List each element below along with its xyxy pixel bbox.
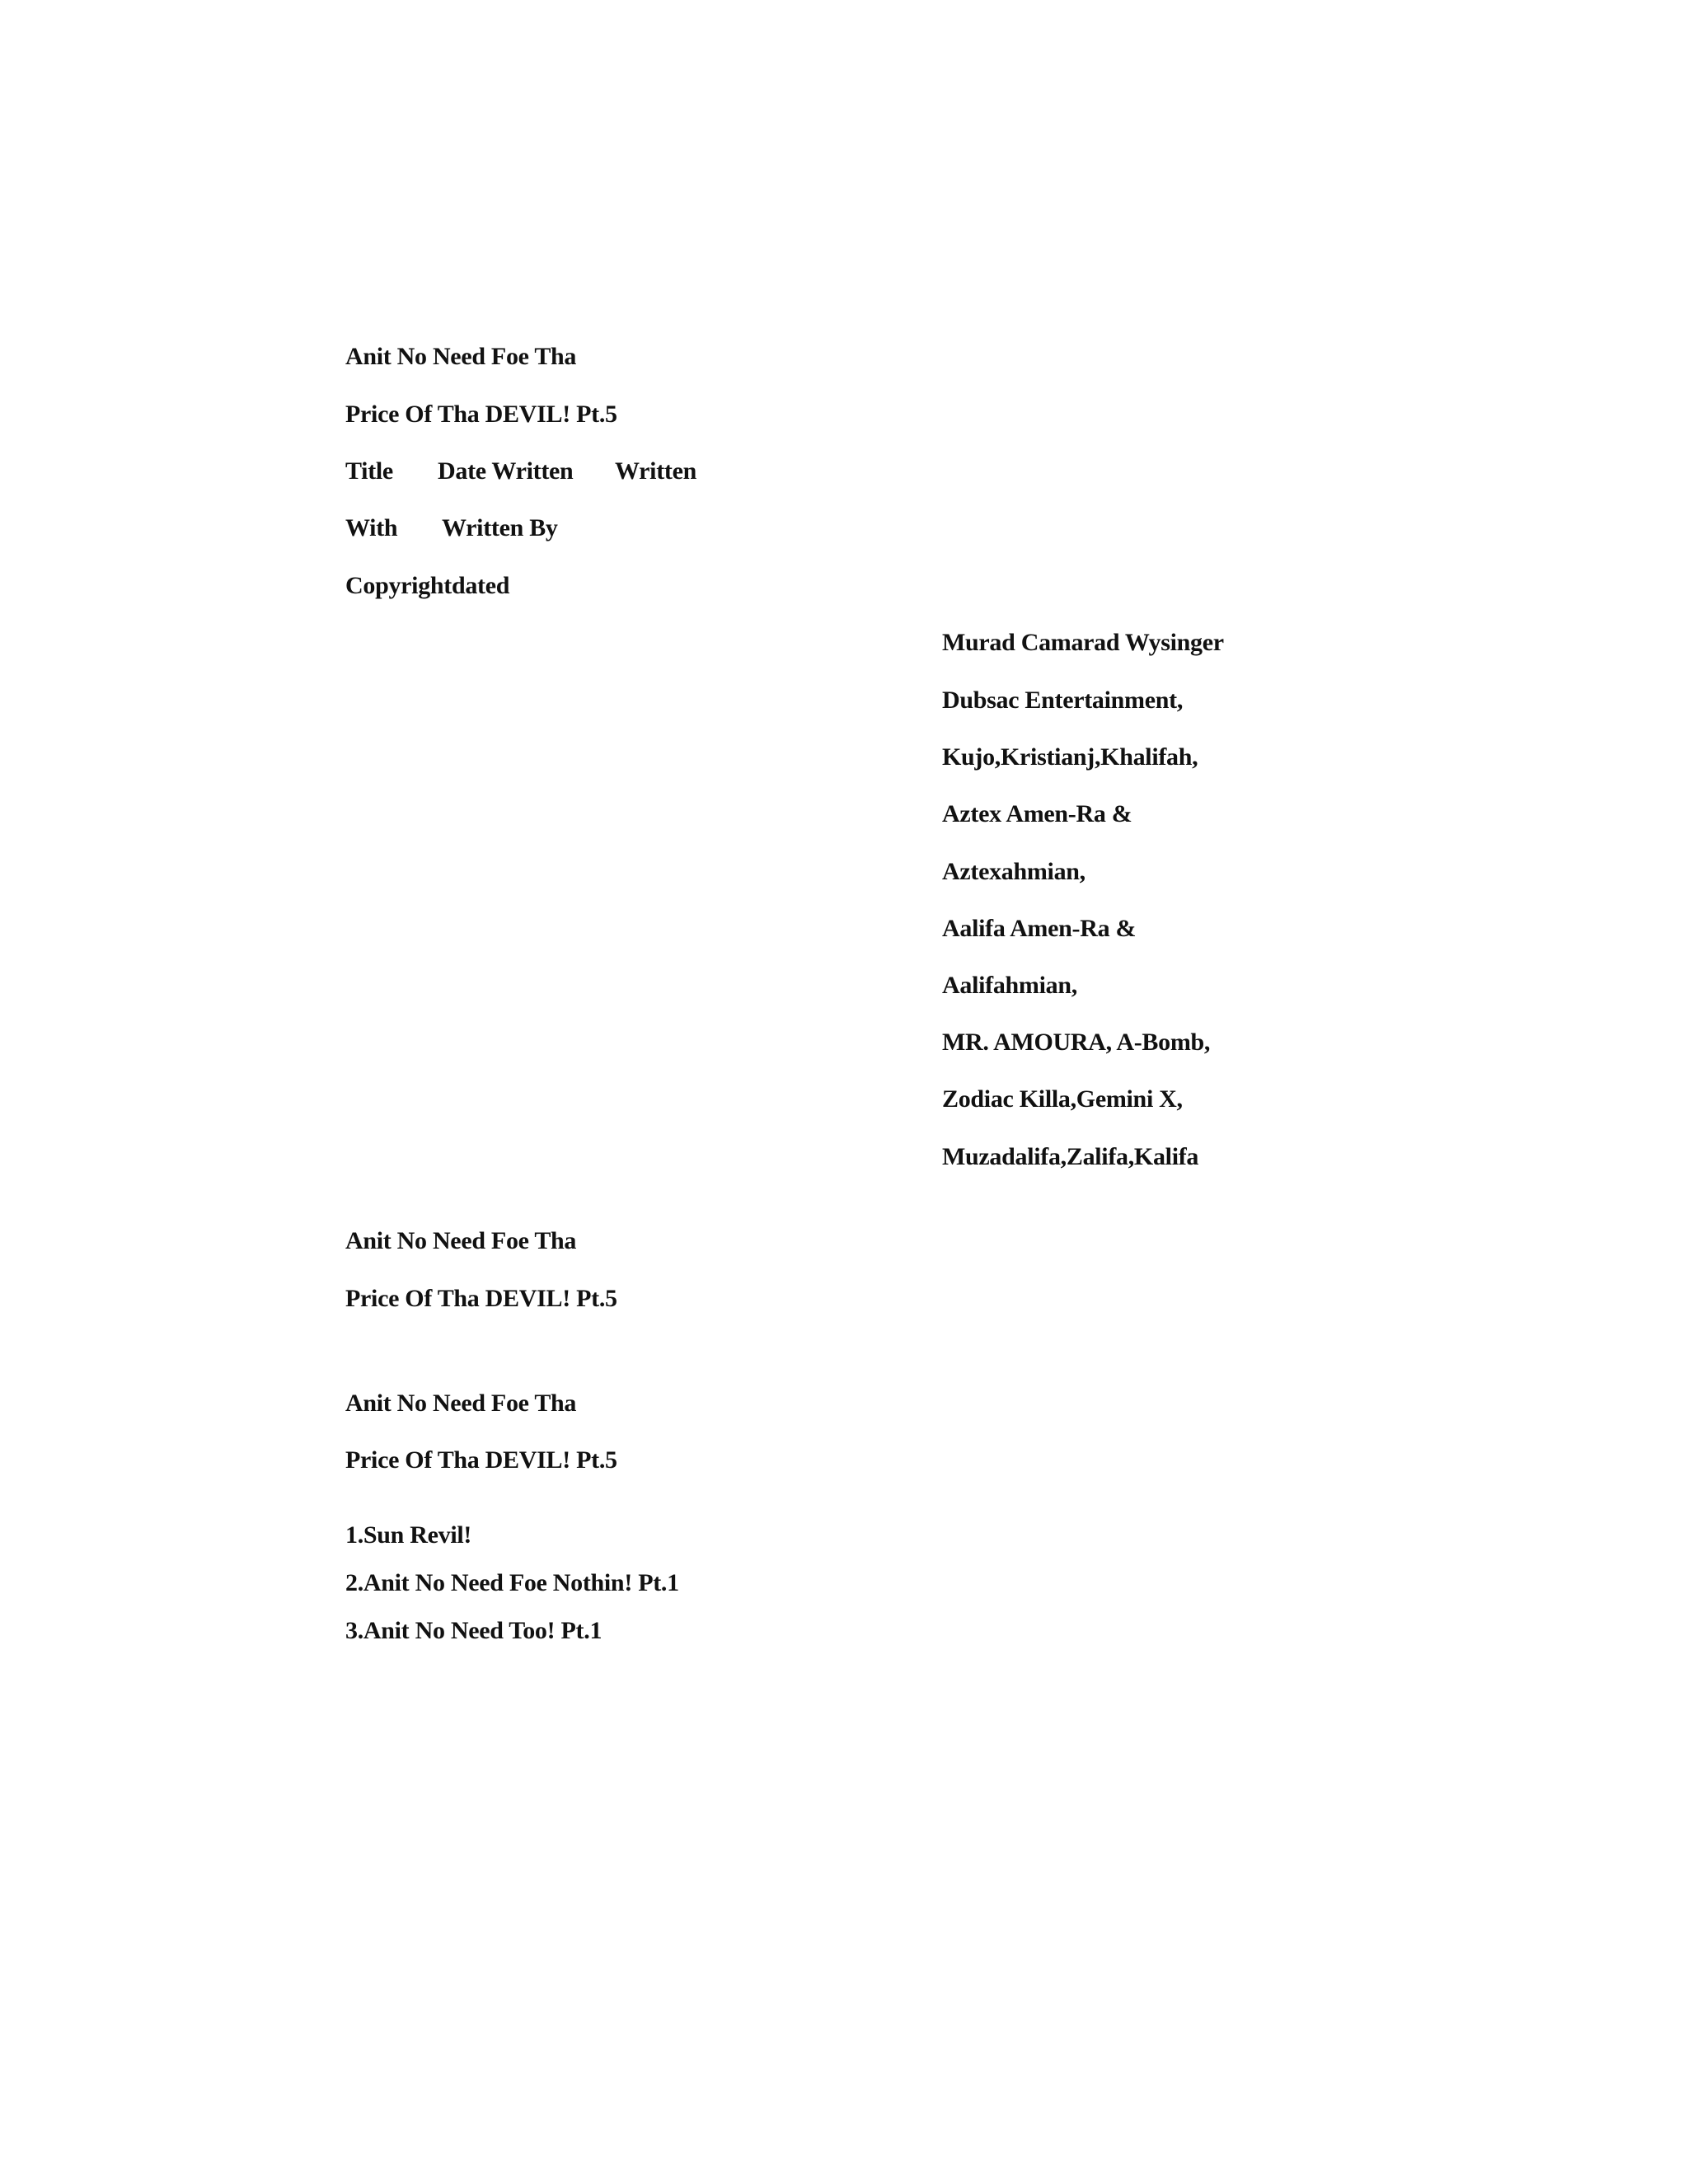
credit-line: MR. AMOURA, A-Bomb, <box>942 1029 1211 1056</box>
credit-line: Aalifa Amen-Ra & <box>942 915 1137 942</box>
credit-line: Muzadalifa,Zalifa,Kalifa <box>942 1143 1199 1170</box>
credit-line: Dubsac Entertainment, <box>942 687 1184 714</box>
repeat-title-2-line-1: Anit No Need Foe Tha <box>345 1390 577 1417</box>
credit-line: Murad Camarad Wysinger <box>942 629 1224 656</box>
label-with: With <box>345 514 398 541</box>
label-written-by: Written By <box>442 514 558 541</box>
credit-line: Aztex Amen-Ra & <box>942 800 1132 827</box>
credit-line: Zodiac Killa,Gemini X, <box>942 1085 1183 1113</box>
label-copyrightdated: Copyrightdated <box>345 572 510 599</box>
repeat-title-1-line-2: Price Of Tha DEVIL! Pt.5 <box>345 1285 617 1312</box>
contents-item: 2.Anit No Need Foe Nothin! Pt.1 <box>345 1569 679 1596</box>
title-line-2: Price Of Tha DEVIL! Pt.5 <box>345 401 617 428</box>
label-title: Title <box>345 457 393 485</box>
label-date-written: Date Written <box>438 457 574 485</box>
title-line-1: Anit No Need Foe Tha <box>345 343 577 370</box>
credit-line: Aalifahmian, <box>942 972 1077 999</box>
repeat-title-1-line-1: Anit No Need Foe Tha <box>345 1227 577 1254</box>
credit-line: Kujo,Kristianj,Khalifah, <box>942 743 1198 771</box>
header-labels-row-2 <box>345 513 840 543</box>
contents-item: 1.Sun Revil! <box>345 1521 472 1549</box>
label-written: Written <box>615 457 696 485</box>
contents-item: 3.Anit No Need Too! Pt.1 <box>345 1617 603 1644</box>
header-labels-row-1 <box>345 457 840 486</box>
credit-line: Aztexahmian, <box>942 858 1085 885</box>
repeat-title-2-line-2: Price Of Tha DEVIL! Pt.5 <box>345 1446 617 1474</box>
